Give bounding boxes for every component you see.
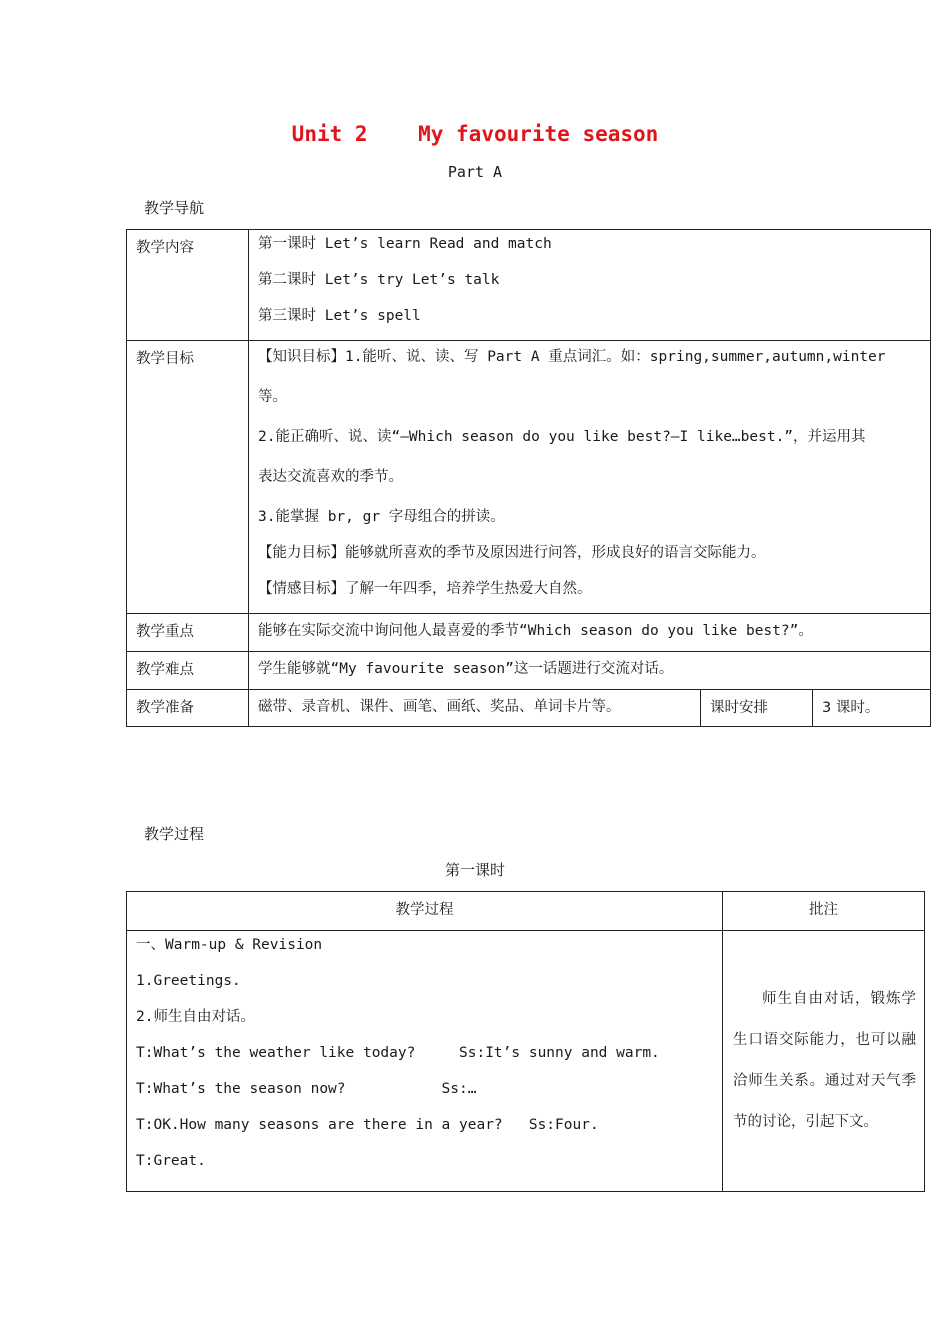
document-title: Unit 2 My favourite season <box>291 122 659 146</box>
process-line: T:What’s the weather like today? Ss:It’s sunny and warm. <box>136 1045 660 1061</box>
process-content-row <box>127 931 925 1192</box>
content-row <box>127 230 931 341</box>
process-content-cell <box>127 931 723 1192</box>
teaching-process-label: 教学过程 <box>144 825 205 843</box>
goals-label: 教学目标 <box>127 341 249 614</box>
key-points-label: 教学重点 <box>127 614 249 652</box>
teaching-navigation-label: 教学导航 <box>144 199 205 217</box>
content-line: 第一课时 Let’s learn Read and match <box>258 236 552 252</box>
process-line: 一、Warm-up & Revision <box>136 937 323 953</box>
preparation-label: 教学准备 <box>127 690 249 727</box>
process-line: T:Great. <box>136 1153 206 1169</box>
lesson-title: 第一课时 <box>444 861 505 879</box>
process-note: 师生自由对话，锻炼学生口语交际能力，也可以融洽师生关系。通过对天气季节的讨论，引起下文。 <box>723 931 925 1192</box>
document-subtitle: Part A <box>447 163 503 181</box>
goals-line: 等。 <box>258 389 287 405</box>
key-points-text: 能够在实际交流中询问他人最喜爱的季节“Which season do you like best?”。 <box>258 623 813 639</box>
overview-table <box>126 229 931 727</box>
goals-line: 【知识目标】1.能听、说、读、写 Part A 重点词汇。如：spring,summer,autumn,winter <box>258 349 886 365</box>
process-line: 2.师生自由对话。 <box>136 1009 255 1025</box>
content-label: 教学内容 <box>127 230 249 341</box>
key-points-cell <box>249 614 931 652</box>
process-table <box>126 891 925 1192</box>
process-line: T:OK.How many seasons are there in a year? Ss:Four. <box>136 1117 599 1133</box>
preparation-cell <box>249 690 701 727</box>
difficulties-cell <box>249 652 931 690</box>
goals-line: 【情感目标】了解一年四季，培养学生热爱大自然。 <box>258 581 592 597</box>
goals-line: 3.能掌握 br, gr 字母组合的拼读。 <box>258 509 505 525</box>
difficulties-label: 教学难点 <box>127 652 249 690</box>
content-line: 第三课时 Let’s spell <box>258 308 421 324</box>
notes-column-header: 批注 <box>723 892 925 931</box>
key-points-row <box>127 614 931 652</box>
goals-row <box>127 341 931 614</box>
process-header-row <box>127 892 925 931</box>
preparation-text: 磁带、录音机、课件、画笔、画纸、奖品、单词卡片等。 <box>258 699 621 715</box>
schedule-label: 课时安排 <box>701 690 813 727</box>
schedule-value: 3 课时。 <box>813 690 931 727</box>
process-line: T:What’s the season now? Ss:… <box>136 1081 477 1097</box>
difficulties-text: 学生能够就“My favourite season”这一话题进行交流对话。 <box>258 661 674 677</box>
goals-line: 表达交流喜欢的季节。 <box>258 469 403 485</box>
process-line: 1.Greetings. <box>136 973 241 989</box>
content-cell <box>249 230 931 341</box>
content-line: 第二课时 Let’s try Let’s talk <box>258 272 500 288</box>
difficulties-row <box>127 652 931 690</box>
preparation-row <box>127 690 931 727</box>
process-column-header: 教学过程 <box>127 892 723 931</box>
goals-line: 【能力目标】能够就所喜欢的季节及原因进行问答，形成良好的语言交际能力。 <box>258 545 766 561</box>
goals-line: 2.能正确听、说、读“—Which season do you like best?—I like…best.”，并运用其 <box>258 429 866 445</box>
goals-cell <box>249 341 931 614</box>
